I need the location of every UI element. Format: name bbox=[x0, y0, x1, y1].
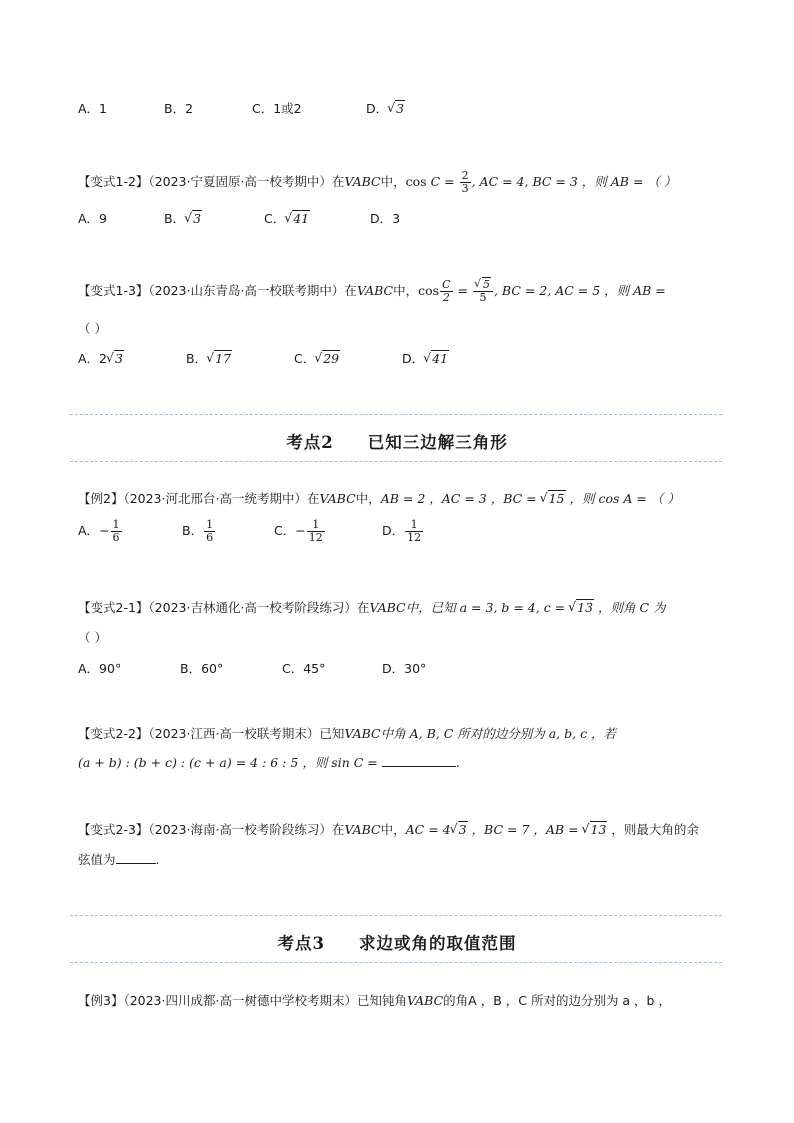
question-tag: 【例2】 bbox=[78, 491, 124, 506]
option-a: A．9 bbox=[78, 211, 108, 226]
option-d: D．3 bbox=[370, 211, 401, 226]
option-b: B． $\frac{1}{6}$ bbox=[182, 518, 214, 544]
section-divider bbox=[70, 915, 722, 916]
question-tag: 【变式2-3】 bbox=[78, 822, 149, 837]
section-heading: 考点2 已知三边解三角形 bbox=[286, 433, 508, 452]
option-a: A．1 bbox=[78, 101, 108, 116]
question-tag: 【变式2-2】 bbox=[78, 726, 149, 741]
question-tag: 【变式1-2】 bbox=[78, 174, 149, 189]
option-c: C．√ 29 bbox=[294, 349, 340, 367]
question-variant-1-2: 【变式1-2】（2023·宁夏固原·高一校考期中）在VABC中，cos C = $\frac{2}{3}$ , AC = 4, BC = 3 ，则 AB = （ ） bbox=[78, 169, 677, 195]
option-c: C．√ 41 bbox=[264, 209, 310, 227]
section-divider bbox=[70, 414, 722, 415]
section-divider bbox=[70, 962, 722, 963]
option-d: D．√ 41 bbox=[402, 349, 449, 367]
fraction: √ $\frac{5}{5}$ bbox=[473, 279, 493, 304]
answer-paren: （ ） bbox=[78, 321, 107, 336]
question-variant-2-2-line2: (a + b) : (b + c) : (c + a) = 4 : 6 : 5 ，则 sin C = . bbox=[78, 755, 460, 770]
option-c: C．1或2 bbox=[252, 101, 302, 116]
option-a: A．90° bbox=[78, 661, 122, 676]
option-c: C．− $\frac{1}{12}$ bbox=[274, 518, 323, 544]
option-a: A．2√ 3 bbox=[78, 349, 124, 367]
question-variant-2-1: 【变式2-1】（2023·吉林通化·高一校考阶段练习）在VABC中，已知 a = 3, b = 4, c = √ 13 ，则角 C 为 bbox=[78, 600, 666, 616]
answer-blank[interactable] bbox=[382, 756, 456, 767]
option-d: D．30° bbox=[382, 661, 427, 676]
fraction: $\frac{C}{2}$ bbox=[442, 278, 451, 304]
question-tag: 【例3】 bbox=[78, 993, 124, 1008]
section-heading: 考点3 求边或角的取值范围 bbox=[277, 934, 517, 953]
option-b: B．√ 3 bbox=[164, 209, 202, 227]
option-b: B．√ 17 bbox=[186, 349, 232, 367]
question-tag: 【变式2-1】 bbox=[78, 600, 149, 615]
question-variant-1-3: 【变式1-3】（2023·山东青岛·高一校联考期中）在VABC中，cos $\frac{C}{2}$ = √ $\frac{5}{5}$ , BC = 2, AC = 5 ，则 AB = bbox=[78, 279, 666, 304]
question-example-2: 【例2】（2023·河北邢台·高一统考期中）在VABC中，AB = 2 ，AC = 3 ，BC = √ 15 ，则 cos A = （ ） bbox=[78, 491, 680, 507]
option-a: A．− $\frac{1}{6}$ bbox=[78, 518, 120, 544]
option-d: D． $\frac{1}{12}$ bbox=[382, 518, 422, 544]
section-divider bbox=[70, 461, 722, 462]
option-b: B．2 bbox=[164, 101, 194, 116]
question-example-3: 【例3】（2023·四川成都·高一树德中学校考期末）已知钝角VABC的角A ，B ，C 所对的边分别为 a ，b ， bbox=[78, 993, 671, 1008]
answer-blank[interactable] bbox=[116, 853, 156, 864]
option-d: D．√ 3 bbox=[366, 99, 405, 117]
option-b: B．60° bbox=[180, 661, 224, 676]
question-variant-2-3: 【变式2-3】（2023·海南·高一校考阶段练习）在VABC中，AC = 4√ 3 ，BC = 7 ，AB = √ 13 ，则最大角的余 bbox=[78, 822, 699, 838]
answer-paren: （ ） bbox=[78, 630, 107, 645]
question-tag: 【变式1-3】 bbox=[78, 283, 149, 298]
option-c: C．45° bbox=[282, 661, 326, 676]
question-variant-2-2: 【变式2-2】（2023·江西·高一校联考期末）已知VABC中角 A, B, C 所对的边分别为 a, b, c ，若 bbox=[78, 726, 617, 741]
question-variant-2-3-line2: 弦值为 . bbox=[78, 852, 160, 867]
fraction: $\frac{2}{3}$ bbox=[461, 169, 469, 195]
